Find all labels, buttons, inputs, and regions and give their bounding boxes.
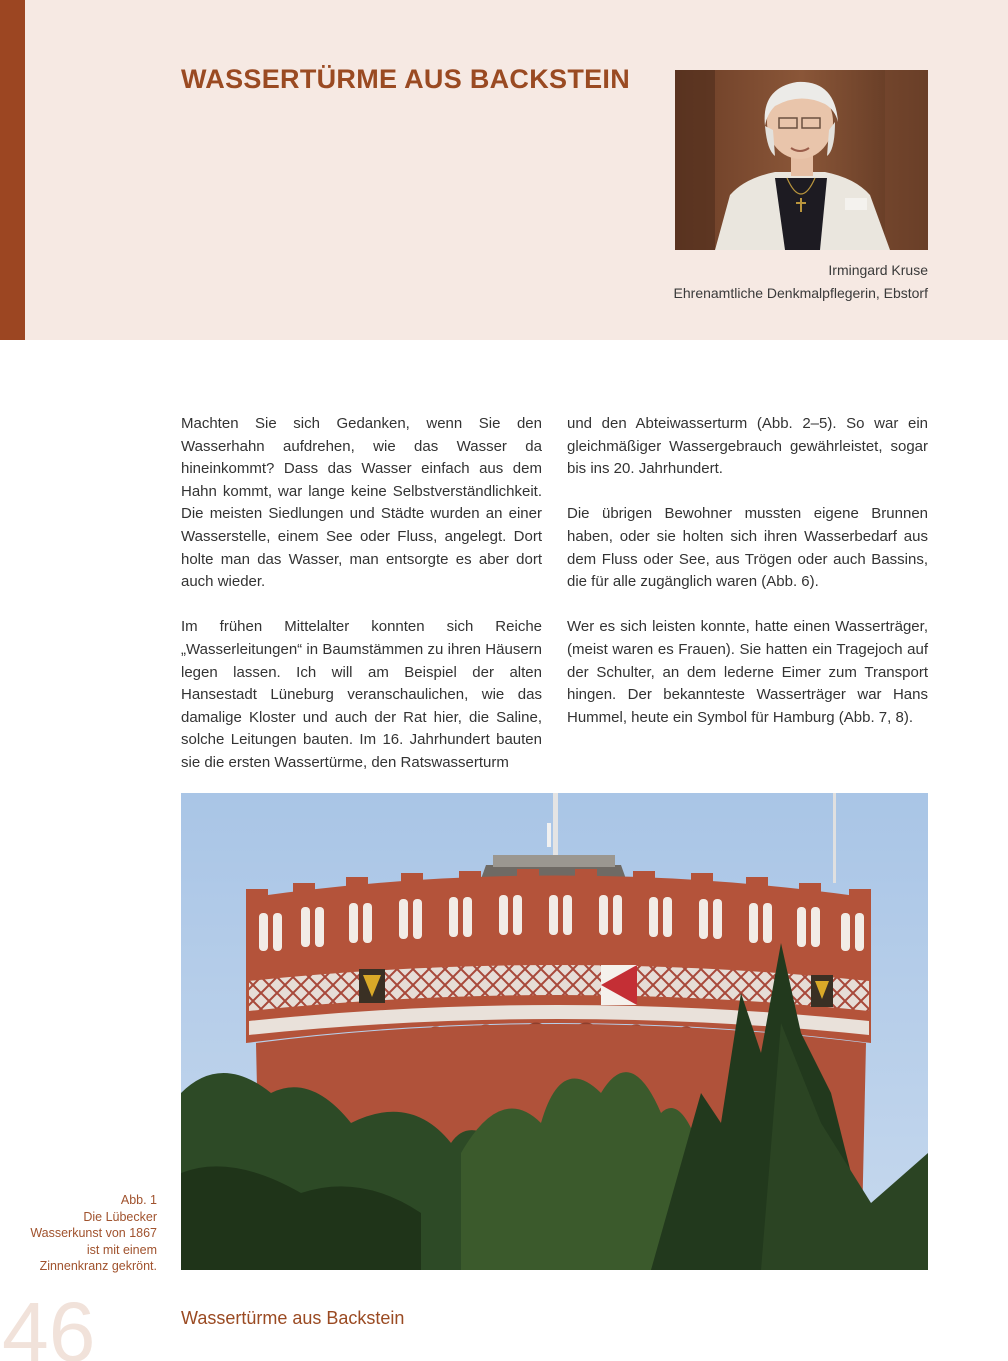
paragraph: Machten Sie sich Gedanken, wenn Sie den Wasserhahn aufdrehen, wie das Wasser da hineinkommt? Dass das Wasser einfach aus dem Hahn kommt, war lange keine Selbstverständlichkeit. Die meisten Siedlungen und Städte wurden an einer Wasserstelle, einem See oder Fluss, angelegt. Dort holte man das Wasser, man entsorgte es aber dort auch wieder. xyxy=(181,415,542,591)
body-column-left xyxy=(181,413,542,797)
running-title: Wassertürme aus Backstein xyxy=(181,1308,405,1328)
paragraph: Die übrigen Bewohner mussten eigene Brunnen haben, oder sie holten sich ihren Wasserbedarf aus dem Fluss oder See, aus Trögen oder auch Bassins, die für alle zugänglich waren (Abb. 6). xyxy=(567,505,928,591)
article-title: WASSERTÜRME AUS BACKSTEIN xyxy=(181,64,631,94)
author-role: Ehrenamtliche Denkmalpflegerin, Ebstorf xyxy=(673,285,928,301)
author-portrait xyxy=(675,70,928,250)
water-tower-photo xyxy=(181,793,928,1270)
figure-label: Abb. 1 xyxy=(120,1193,157,1207)
figure-caption-text: Die Lübecker Wasserkunst von 1867 ist mit einem Zinnenkranz gekrönt. xyxy=(30,1209,157,1273)
paragraph: Im frühen Mittelalter konnten sich Reiche „Wasserleitungen“ in Baumstämmen zu ihren Häusern legen lassen. Ich will am Beispiel der alten Hansestadt Lüneburg veranschaulichen, wie das damalige Kloster und auch der Rat hier, die Saline, solche Leitungen bauten. Im 16. Jahrhundert bauten sie die ersten Wassertürme, den Ratswasserturm xyxy=(181,618,542,771)
author-caption xyxy=(674,259,928,305)
paragraph: Wer es sich leisten konnte, hatte einen Wasserträger, (meist waren es Frauen). Sie hatten ein Tragejoch auf der Schulter, an dem lederne Eimer zum Transport hingen. Der bekannteste Wasserträger war Hans Hummel, heute ein Symbol für Hamburg (Abb. 7, 8). xyxy=(567,618,928,726)
figure-caption xyxy=(30,1192,157,1275)
accent-side-bar xyxy=(0,0,25,340)
body-column-right xyxy=(567,413,928,752)
author-name: Irmingard Kruse xyxy=(828,262,928,278)
paragraph: und den Abteiwasserturm (Abb. 2–5). So war ein gleichmäßiger Wassergebrauch gewährleistet, sogar bis ins 20. Jahrhundert. xyxy=(567,415,928,478)
page-number: 46 xyxy=(2,1285,96,1361)
